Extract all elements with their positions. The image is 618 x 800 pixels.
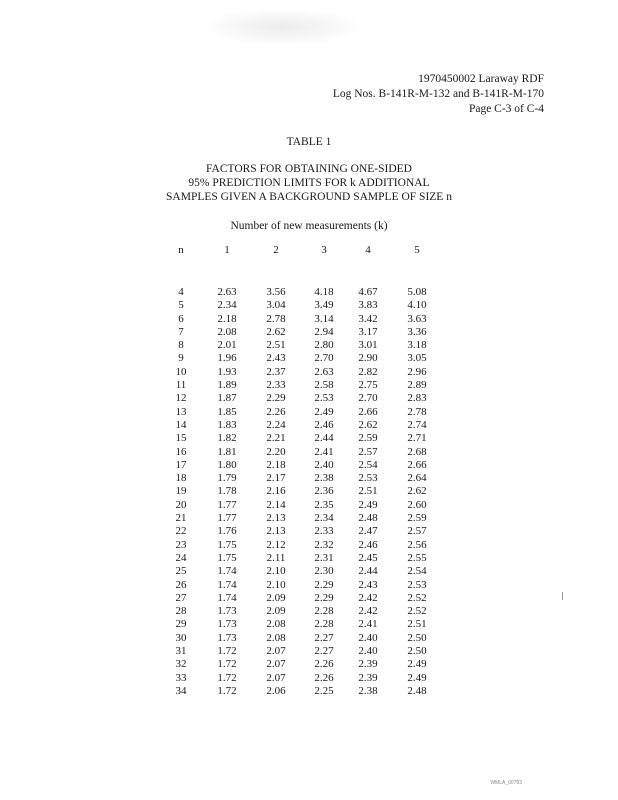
- factor-cell: 2.12: [266, 538, 286, 551]
- row-n-cell: 17: [175, 458, 187, 471]
- factor-cell: 2.10: [266, 578, 286, 591]
- factor-cell: 1.77: [217, 512, 237, 525]
- factor-cell: 2.46: [358, 538, 378, 551]
- table-row: [160, 645, 446, 658]
- row-n-cell: 18: [175, 472, 187, 485]
- factor-cell: 2.64: [407, 472, 427, 485]
- factor-cell: 2.53: [358, 472, 378, 485]
- factor-cell: 3.56: [266, 286, 286, 298]
- factor-cell: 2.27: [314, 631, 334, 644]
- prediction-factors-table: [160, 244, 446, 698]
- row-n-cell: 9: [178, 352, 184, 365]
- factor-cell: 2.49: [407, 671, 427, 684]
- factor-cell: 2.80: [314, 339, 334, 352]
- table-row: [160, 579, 446, 592]
- factor-cell: 2.25: [314, 684, 334, 697]
- row-n-cell: 20: [175, 498, 187, 511]
- factor-cell: 1.93: [217, 365, 237, 378]
- table-row: [160, 539, 446, 552]
- factor-cell: 2.89: [407, 379, 427, 392]
- factor-cell: 2.48: [358, 512, 378, 525]
- factor-cell: 3.05: [407, 352, 427, 365]
- caption-line-3: SAMPLES GIVEN A BACKGROUND SAMPLE OF SIZE n: [166, 191, 452, 203]
- factor-cell: 2.13: [266, 512, 286, 525]
- factor-cell: 1.81: [217, 445, 237, 458]
- caption-line-1: FACTORS FOR OBTAINING ONE-SIDED: [206, 163, 412, 175]
- factor-cell: 2.44: [314, 432, 334, 445]
- factor-cell: 1.82: [217, 432, 237, 445]
- factor-cell: 2.34: [314, 512, 334, 525]
- row-n-cell: 29: [175, 618, 187, 631]
- table-row: [160, 419, 446, 432]
- factor-cell: 2.50: [407, 631, 427, 644]
- factor-cell: 2.26: [314, 658, 334, 671]
- table-row: [160, 459, 446, 472]
- column-header: 3: [321, 244, 327, 256]
- factor-cell: 2.29: [266, 392, 286, 405]
- factor-cell: 2.26: [266, 405, 286, 418]
- factor-cell: 1.80: [217, 458, 237, 471]
- factor-cell: 2.47: [358, 525, 378, 538]
- factor-cell: 2.49: [407, 658, 427, 671]
- table-row: [160, 605, 446, 618]
- row-n-cell: 5: [178, 299, 184, 312]
- factor-cell: 2.37: [266, 365, 286, 378]
- scan-speck: [562, 592, 563, 600]
- factor-cell: 2.63: [314, 365, 334, 378]
- factor-cell: 2.28: [314, 605, 334, 618]
- factor-cell: 2.20: [266, 445, 286, 458]
- row-n-cell: 10: [175, 365, 187, 378]
- factor-cell: 3.01: [358, 339, 378, 352]
- row-n-cell: 25: [175, 565, 187, 578]
- footer-stamp: WMLA_00783: [490, 780, 522, 786]
- factor-cell: 2.54: [407, 565, 427, 578]
- factor-cell: 2.51: [358, 485, 378, 498]
- row-n-cell: 21: [175, 512, 187, 525]
- table-row: [160, 339, 446, 352]
- factor-cell: 2.66: [407, 458, 427, 471]
- factor-cell: 2.56: [407, 538, 427, 551]
- factor-cell: 1.79: [217, 472, 237, 485]
- factor-cell: 2.08: [266, 618, 286, 631]
- factor-cell: 1.75: [217, 538, 237, 551]
- table-row: [160, 499, 446, 512]
- factor-cell: 1.73: [217, 618, 237, 631]
- row-n-cell: 30: [175, 631, 187, 644]
- table-header-row: [160, 244, 446, 286]
- table-row: [160, 685, 446, 698]
- factor-cell: 2.49: [314, 405, 334, 418]
- factor-cell: 1.83: [217, 418, 237, 431]
- factor-cell: 1.73: [217, 631, 237, 644]
- factor-cell: 2.74: [407, 418, 427, 431]
- factor-cell: 2.18: [217, 312, 237, 325]
- factor-cell: 2.75: [358, 379, 378, 392]
- table-row: [160, 618, 446, 631]
- factor-cell: 2.66: [358, 405, 378, 418]
- factor-cell: 2.21: [266, 432, 286, 445]
- caption-line-2: 95% PREDICTION LIMITS FOR k ADDITIONAL: [188, 177, 430, 189]
- factor-cell: 2.18: [266, 458, 286, 471]
- factor-cell: 2.07: [266, 671, 286, 684]
- factor-cell: 2.41: [314, 445, 334, 458]
- table-row: [160, 313, 446, 326]
- factor-cell: 5.08: [407, 286, 427, 298]
- column-header: 4: [365, 244, 371, 256]
- factor-cell: 2.45: [358, 551, 378, 564]
- factor-cell: 2.94: [314, 325, 334, 338]
- factor-cell: 2.32: [314, 538, 334, 551]
- factor-cell: 2.60: [407, 498, 427, 511]
- factor-cell: 2.36: [314, 485, 334, 498]
- factor-cell: 2.90: [358, 352, 378, 365]
- table-title: TABLE 1: [286, 136, 332, 148]
- factor-cell: 2.48: [407, 684, 427, 697]
- table-row: [160, 366, 446, 379]
- factor-cell: 2.33: [266, 379, 286, 392]
- factor-cell: 2.17: [266, 472, 286, 485]
- factor-cell: 2.35: [314, 498, 334, 511]
- table-subheading: Number of new measurements (k): [230, 220, 388, 232]
- header-doc-id: 1970450002 Laraway RDF: [418, 73, 544, 85]
- factor-cell: 2.09: [266, 605, 286, 618]
- factor-cell: 4.10: [407, 299, 427, 312]
- factor-cell: 1.77: [217, 498, 237, 511]
- row-n-cell: 23: [175, 538, 187, 551]
- factor-cell: 2.71: [407, 432, 427, 445]
- factor-cell: 2.70: [314, 352, 334, 365]
- factor-cell: 2.39: [358, 671, 378, 684]
- table-row: [160, 672, 446, 685]
- column-header: n: [178, 244, 184, 256]
- factor-cell: 2.30: [314, 565, 334, 578]
- factor-cell: 3.17: [358, 325, 378, 338]
- row-n-cell: 16: [175, 445, 187, 458]
- factor-cell: 1.72: [217, 658, 237, 671]
- table-row: [160, 632, 446, 645]
- factor-cell: 2.62: [266, 325, 286, 338]
- factor-cell: 2.38: [358, 684, 378, 697]
- row-n-cell: 27: [175, 591, 187, 604]
- factor-cell: 1.75: [217, 551, 237, 564]
- factor-cell: 3.14: [314, 312, 334, 325]
- row-n-cell: 32: [175, 658, 187, 671]
- factor-cell: 1.89: [217, 379, 237, 392]
- table-body: [160, 286, 446, 698]
- table-caption: [0, 162, 618, 204]
- column-header: 2: [273, 244, 279, 256]
- factor-cell: 1.76: [217, 525, 237, 538]
- factor-cell: 2.01: [217, 339, 237, 352]
- row-n-cell: 31: [175, 645, 187, 658]
- factor-cell: 2.62: [358, 418, 378, 431]
- factor-cell: 2.11: [266, 551, 286, 564]
- factor-cell: 2.09: [266, 591, 286, 604]
- table-row: [160, 286, 446, 299]
- factor-cell: 2.27: [314, 645, 334, 658]
- factor-cell: 2.53: [407, 578, 427, 591]
- table-row: [160, 592, 446, 605]
- factor-cell: 2.50: [407, 645, 427, 658]
- factor-cell: 2.43: [266, 352, 286, 365]
- document-header: [333, 72, 544, 117]
- row-n-cell: 4: [178, 286, 184, 298]
- factor-cell: 3.63: [407, 312, 427, 325]
- factor-cell: 3.04: [266, 299, 286, 312]
- factor-cell: 1.96: [217, 352, 237, 365]
- factor-cell: 2.68: [407, 445, 427, 458]
- factor-cell: 2.24: [266, 418, 286, 431]
- factor-cell: 2.63: [217, 286, 237, 298]
- factor-cell: 2.55: [407, 551, 427, 564]
- header-page-number: Page C-3 of C-4: [468, 103, 544, 115]
- factor-cell: 1.73: [217, 605, 237, 618]
- row-n-cell: 22: [175, 525, 187, 538]
- factor-cell: 2.16: [266, 485, 286, 498]
- factor-cell: 3.42: [358, 312, 378, 325]
- factor-cell: 1.74: [217, 591, 237, 604]
- factor-cell: 3.36: [407, 325, 427, 338]
- factor-cell: 2.82: [358, 365, 378, 378]
- factor-cell: 2.53: [314, 392, 334, 405]
- factor-cell: 1.72: [217, 645, 237, 658]
- row-n-cell: 28: [175, 605, 187, 618]
- row-n-cell: 15: [175, 432, 187, 445]
- row-n-cell: 13: [175, 405, 187, 418]
- factor-cell: 2.57: [407, 525, 427, 538]
- factor-cell: 2.42: [358, 591, 378, 604]
- factor-cell: 2.14: [266, 498, 286, 511]
- factor-cell: 2.42: [358, 605, 378, 618]
- table-row: [160, 525, 446, 538]
- table-row: [160, 512, 446, 525]
- factor-cell: 2.44: [358, 565, 378, 578]
- factor-cell: 2.06: [266, 684, 286, 697]
- factor-cell: 2.58: [314, 379, 334, 392]
- factor-cell: 1.72: [217, 684, 237, 697]
- factor-cell: 2.49: [358, 498, 378, 511]
- table-row: [160, 299, 446, 312]
- table-row: [160, 352, 446, 365]
- table-row: [160, 392, 446, 405]
- header-log-numbers: Log Nos. B-141R-M-132 and B-141R-M-170: [332, 88, 544, 100]
- table-row: [160, 472, 446, 485]
- factor-cell: 2.08: [217, 325, 237, 338]
- row-n-cell: 11: [175, 379, 187, 392]
- factor-cell: 2.08: [266, 631, 286, 644]
- factor-cell: 1.85: [217, 405, 237, 418]
- factor-cell: 2.13: [266, 525, 286, 538]
- factor-cell: 2.78: [266, 312, 286, 325]
- factor-cell: 2.28: [314, 618, 334, 631]
- factor-cell: 2.46: [314, 418, 334, 431]
- factor-cell: 2.51: [407, 618, 427, 631]
- factor-cell: 2.57: [358, 445, 378, 458]
- factor-cell: 3.49: [314, 299, 334, 312]
- factor-cell: 2.70: [358, 392, 378, 405]
- factor-cell: 2.59: [358, 432, 378, 445]
- row-n-cell: 7: [178, 325, 184, 338]
- factor-cell: 2.29: [314, 591, 334, 604]
- row-n-cell: 6: [178, 312, 184, 325]
- factor-cell: 4.67: [358, 286, 378, 298]
- factor-cell: 2.52: [407, 605, 427, 618]
- table-row: [160, 658, 446, 671]
- factor-cell: 2.59: [407, 512, 427, 525]
- factor-cell: 2.10: [266, 565, 286, 578]
- factor-cell: 2.43: [358, 578, 378, 591]
- table-row: [160, 485, 446, 498]
- table-row: [160, 379, 446, 392]
- table-row: [160, 326, 446, 339]
- factor-cell: 1.74: [217, 565, 237, 578]
- factor-cell: 2.40: [314, 458, 334, 471]
- factor-cell: 2.40: [358, 645, 378, 658]
- factor-cell: 2.41: [358, 618, 378, 631]
- factor-cell: 2.29: [314, 578, 334, 591]
- factor-cell: 2.40: [358, 631, 378, 644]
- factor-cell: 1.87: [217, 392, 237, 405]
- factor-cell: 2.52: [407, 591, 427, 604]
- factor-cell: 4.18: [314, 286, 334, 298]
- factor-cell: 2.54: [358, 458, 378, 471]
- column-header: 5: [414, 244, 420, 256]
- row-n-cell: 19: [175, 485, 187, 498]
- row-n-cell: 12: [175, 392, 187, 405]
- row-n-cell: 26: [175, 578, 187, 591]
- factor-cell: 2.26: [314, 671, 334, 684]
- table-row: [160, 446, 446, 459]
- factor-cell: 2.78: [407, 405, 427, 418]
- factor-cell: 1.74: [217, 578, 237, 591]
- factor-cell: 2.39: [358, 658, 378, 671]
- factor-cell: 2.34: [217, 299, 237, 312]
- factor-cell: 2.51: [266, 339, 286, 352]
- factor-cell: 1.72: [217, 671, 237, 684]
- factor-cell: 3.83: [358, 299, 378, 312]
- factor-cell: 2.96: [407, 365, 427, 378]
- row-n-cell: 34: [175, 684, 187, 697]
- table-row: [160, 406, 446, 419]
- factor-cell: 2.07: [266, 658, 286, 671]
- factor-cell: 2.38: [314, 472, 334, 485]
- row-n-cell: 33: [175, 671, 187, 684]
- factor-cell: 2.83: [407, 392, 427, 405]
- column-header: 1: [224, 244, 230, 256]
- factor-cell: 1.78: [217, 485, 237, 498]
- table-row: [160, 432, 446, 445]
- factor-cell: 2.33: [314, 525, 334, 538]
- factor-cell: 2.07: [266, 645, 286, 658]
- factor-cell: 3.18: [407, 339, 427, 352]
- row-n-cell: 8: [178, 339, 184, 352]
- table-row: [160, 552, 446, 565]
- scan-smudge: [200, 8, 365, 46]
- row-n-cell: 14: [175, 418, 187, 431]
- factor-cell: 2.31: [314, 551, 334, 564]
- factor-cell: 2.62: [407, 485, 427, 498]
- row-n-cell: 24: [175, 551, 187, 564]
- table-row: [160, 565, 446, 578]
